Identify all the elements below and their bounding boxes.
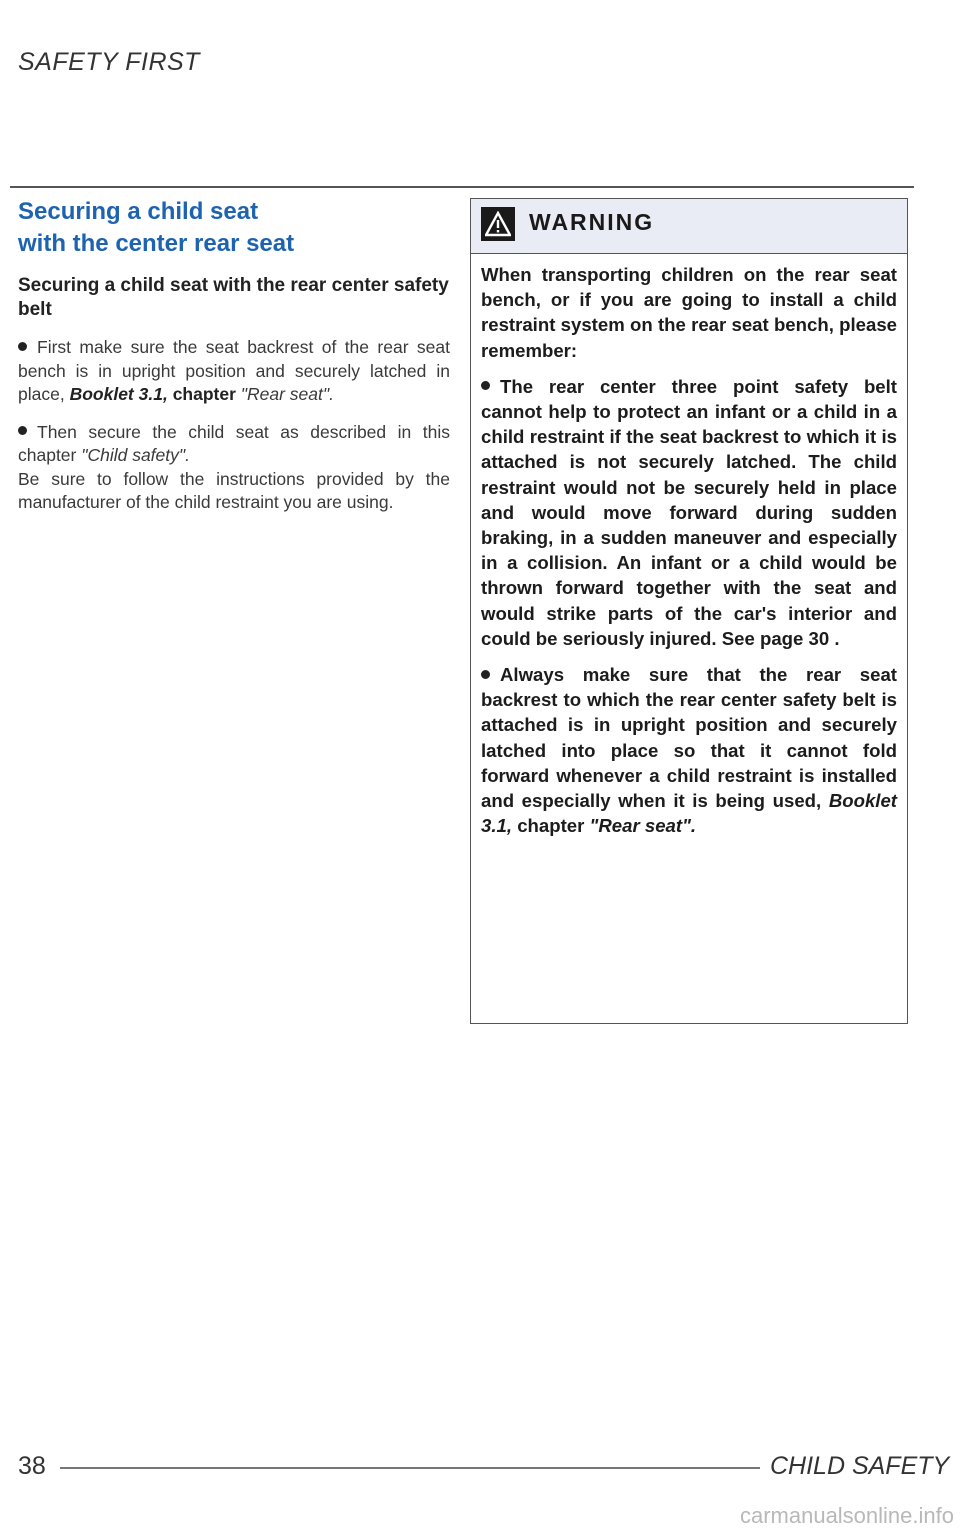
page-number: 38 — [18, 1452, 46, 1480]
footer-divider — [60, 1467, 760, 1469]
section-title — [18, 196, 450, 260]
section-title-line2: with the center rear seat — [18, 230, 295, 257]
section-subtitle: Securing a child seat with the rear center safety belt — [18, 275, 449, 320]
warning-bullet-2 — [481, 662, 897, 838]
warning-box — [470, 198, 908, 1024]
warning-body — [471, 254, 907, 838]
section-title-line1: Securing a child seat — [18, 198, 259, 225]
paragraph-backrest — [18, 336, 450, 407]
booklet-reference: Booklet 3.1, — [481, 790, 897, 837]
chapter-label: chapter — [172, 384, 236, 404]
warning-intro: When transporting children on the rear seat bench, or if you are going to install a child restraint system on the rear seat bench, please remember: — [481, 264, 897, 361]
footer-section-title: CHILD SAFETY — [770, 1452, 950, 1480]
warning-bullet-1 — [481, 374, 897, 651]
paragraph-instructions-text: Be sure to follow the instructions provided by the manufacturer of the child restraint you are using. — [18, 468, 450, 512]
paragraph-secure — [18, 421, 450, 515]
bullet-icon — [481, 381, 490, 390]
page-header: SAFETY FIRST — [18, 48, 200, 76]
warning-bullet-2-text: Always make sure that the rear seat backrest to which the rear center safety belt is attached is in upright position and securely latched into place so that it cannot fold forward whenever a child restraint is installed and especially when it is being used, — [481, 664, 897, 812]
bullet-icon — [481, 670, 490, 679]
bullet-icon — [18, 426, 27, 435]
warning-title: WARNING — [529, 209, 655, 235]
left-column — [18, 196, 450, 529]
booklet-reference: Booklet 3.1, — [69, 384, 168, 404]
chapter-reference: "Child safety". — [81, 445, 190, 465]
top-divider — [10, 186, 914, 188]
paragraph-secure-text: Then secure the child seat as described in this chapter — [18, 421, 450, 465]
watermark: carmanualsonline.info — [739, 1503, 954, 1528]
bullet-icon — [18, 342, 27, 351]
chapter-reference: "Rear seat". — [240, 384, 334, 404]
chapter-label: chapter — [517, 815, 585, 837]
warning-bullet-1-text: The rear center three point safety belt cannot help to protect an infant or a child in a child restraint if the seat backrest to which it is attached is not securely latched. The child restraint would not be securely held in place and would move forward during sudden braking, in a sudden maneuver and especially in a collision. An infant or a child would be thrown forward together with the seat and would strike parts of the car's interior and could be seriously injured. See page 30 . — [481, 375, 897, 649]
warning-header — [471, 199, 907, 254]
warning-triangle-icon — [481, 207, 515, 241]
paragraph-backrest-text: First make sure the seat backrest of the rear seat bench is in upright position and securely latched in place, — [18, 337, 450, 404]
chapter-reference: "Rear seat". — [589, 815, 697, 837]
